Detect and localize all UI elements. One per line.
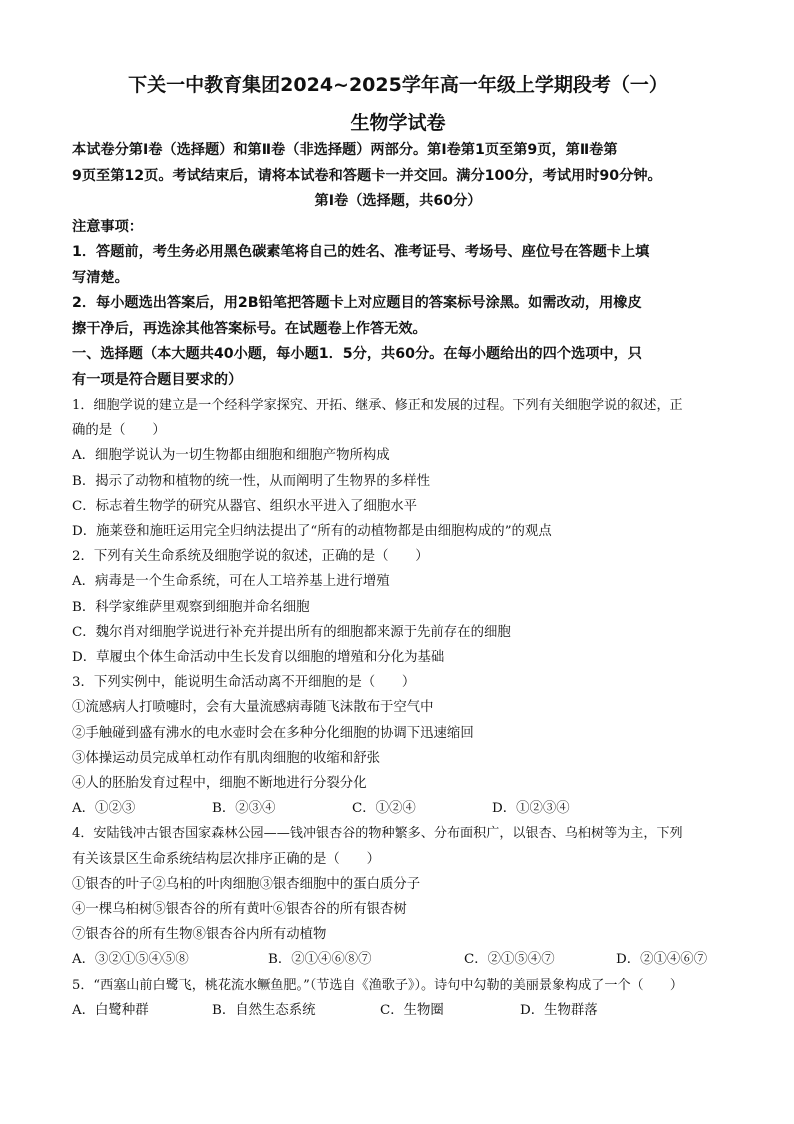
q5-stem: 5．“西塞山前白鹭飞，桃花流水鳜鱼肥。”（节选自《渔歌子》）。诗句中勾勒的美丽景象构成了一个（ ）: [72, 977, 683, 993]
exam-subtitle: 生物学试卷: [350, 112, 446, 134]
q3-stem: 3．下列实例中，能说明生命活动离不开细胞的是（ ）: [72, 675, 416, 691]
q1-option-b: B．揭示了动物和植物的统一性，从而阐明了生物界的多样性: [72, 473, 430, 489]
q1-stem-line-1: 1．细胞学说的建立是一个经科学家探究、开拓、继承、修正和发展的过程。下列有关细胞学说的叙述，正: [72, 398, 683, 413]
q1-stem-line-2: 确的是（ ）: [72, 423, 166, 439]
exam-title: 下关一中教育集团2024~2025学年高一年级上学期段考（一）: [128, 74, 668, 96]
q3-options: [72, 796, 724, 821]
q4-statement-3: ⑦银杏谷的所有生物⑧银杏谷内所有动植物: [72, 927, 327, 943]
part1-line-2: 有一项是符合题目要求的）: [72, 371, 243, 388]
q4-option-d: D．②①④⑥⑦: [616, 952, 708, 968]
q1-option-a: A．细胞学说认为一切生物都由细胞和细胞产物所构成: [72, 448, 390, 464]
q1-option-d: D．施莱登和施旺运用完全归纳法提出了“所有的动植物都是由细胞构成的”的观点: [72, 524, 552, 540]
q1-option-c: C．标志着生物学的研究从器官、组织水平进入了细胞水平: [72, 498, 418, 514]
section-heading: 第Ⅰ卷（选择题，共60分）: [314, 193, 482, 209]
q3-option-c: C．①②④: [352, 801, 416, 817]
q3-option-b: B．②③④: [212, 801, 276, 817]
q3-statement-1: ①流感病人打喷嚏时，会有大量流感病毒随飞沫散布于空气中: [72, 700, 434, 716]
q4-stem-line-1: 4．安陆钱冲古银杏国家森林公园——钱冲银杏谷的物种繁多、分布面积广，以银杏、乌桕树等为主，下列: [72, 826, 683, 842]
exam-page: [72, 70, 724, 1023]
q2-option-c: C．魏尔肖对细胞学说进行补充并提出所有的细胞都来源于先前存在的细胞: [72, 624, 511, 640]
notes-heading: 注意事项：: [72, 218, 143, 235]
q5-option-a: A．白鹭种群: [72, 1002, 149, 1018]
q4-option-c: C．②①⑤④⑦: [464, 952, 555, 968]
q5-options: [72, 998, 724, 1023]
q2-option-a: A．病毒是一个生命系统，可在人工培养基上进行增殖: [72, 574, 390, 590]
q4-option-a: A．③②①⑤④⑤⑧: [72, 952, 189, 968]
q4-stem-line-2: 有关该景区生命系统结构层次排序正确的是（ ）: [72, 851, 380, 867]
intro-line-1: 本试卷分第Ⅰ卷（选择题）和第Ⅱ卷（非选择题）两部分。第Ⅰ卷第1页至第9页，第Ⅱ卷第: [72, 142, 618, 158]
note-2-line-1: 2．每小题选出答案后，用2B铅笔把答题卡上对应题目的答案标号涂黑。如需改动，用橡皮: [72, 295, 642, 311]
q5-option-d: D．生物群落: [520, 1002, 598, 1018]
q3-option-a: A．①②③: [72, 801, 136, 817]
q4-statement-1: ①银杏的叶子②乌桕的叶肉细胞③银杏细胞中的蛋白质分子: [72, 876, 421, 892]
q3-statement-3: ③体操运动员完成单杠动作有肌肉细胞的收缩和舒张: [72, 750, 380, 766]
q3-option-d: D．①②③④: [492, 801, 570, 817]
q5-option-c: C．生物圈: [380, 1002, 444, 1018]
intro-line-2: 9页至第12页。考试结束后，请将本试卷和答题卡一并交回。满分100分，考试用时90分钟。: [72, 167, 662, 184]
part1-line-1: 一、选择题（本大题共40小题，每小题1．5分，共60分。在每小题给出的四个选项中，只: [72, 346, 642, 362]
q3-statement-4: ④人的胚胎发育过程中，细胞不断地进行分裂分化: [72, 776, 367, 792]
q2-stem: 2．下列有关生命系统及细胞学说的叙述，正确的是（ ）: [72, 549, 429, 565]
q4-option-b: B．②①④⑥⑧⑦: [268, 952, 372, 968]
q4-options: [72, 947, 724, 972]
q2-option-d: D．草履虫个体生命活动中生长发育以细胞的增殖和分化为基础: [72, 650, 445, 666]
q2-option-b: B．科学家维萨里观察到细胞并命名细胞: [72, 599, 310, 615]
note-1-line-1: 1．答题前，考生务必用黑色碳素笔将自己的姓名、准考证号、考场号、座位号在答题卡上填: [72, 244, 650, 260]
q4-statement-2: ④一棵乌桕树⑤银杏谷的所有黄叶⑥银杏谷的所有银杏树: [72, 902, 407, 918]
q3-statement-2: ②手触碰到盛有沸水的电水壶时会在多种分化细胞的协调下迅速缩回: [72, 725, 474, 741]
q5-option-b: B．自然生态系统: [212, 1002, 316, 1018]
note-2-line-2: 擦干净后，再选涂其他答案标号。在试题卷上作答无效。: [72, 320, 427, 337]
note-1-line-2: 写清楚。: [72, 269, 129, 286]
